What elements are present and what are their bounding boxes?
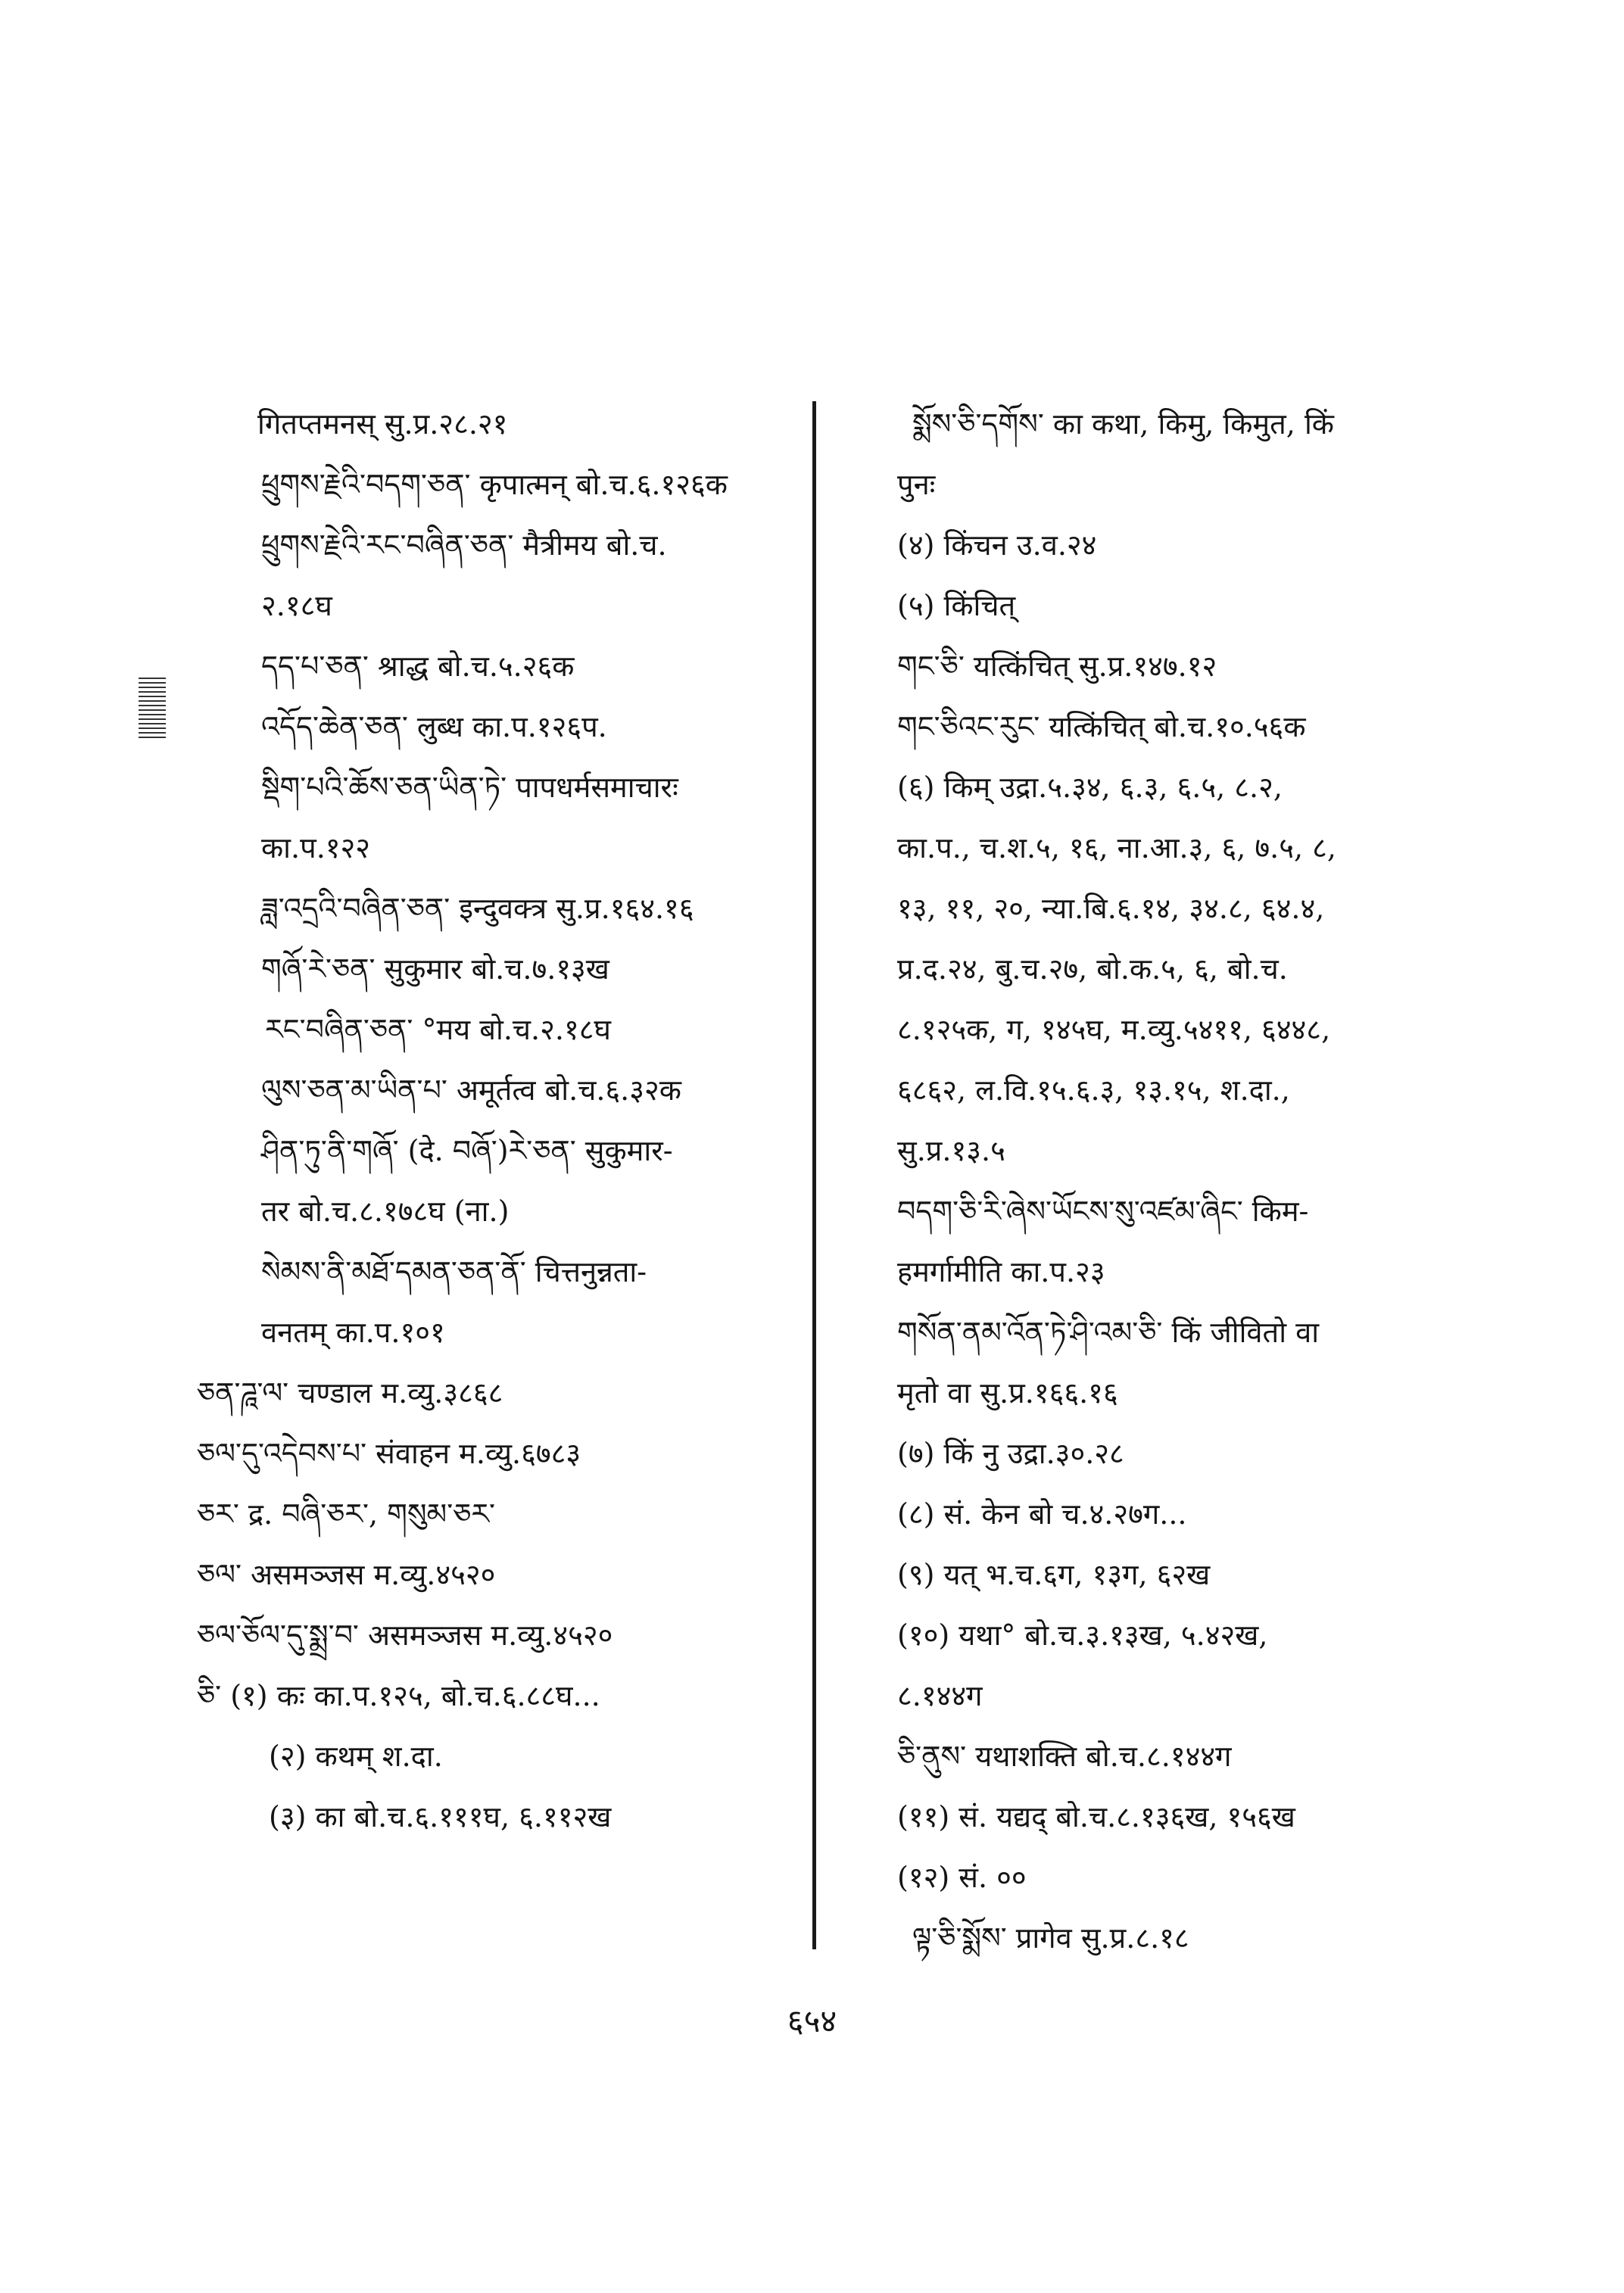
margin-mark — [139, 678, 166, 738]
column-divider — [812, 401, 816, 1949]
entry-line: पुनः — [897, 468, 936, 501]
entry-line: ཅལ་ཅོལ་དུ་སྨྲ་བ་ असमञ्जस म.व्यु.४५२० — [197, 1618, 613, 1652]
entry-line: སྨོས་ཅི་དགོས་ का कथा, किमु, किमुत, किं — [912, 407, 1334, 441]
entry-line: का.प.१२२ — [261, 831, 371, 865]
entry-line: (४) किंचन उ.व.२४ — [897, 528, 1097, 562]
entry-line: གང་ཅིའང་རུང་ यत्किंचित् बो.च.१०.५६क — [897, 710, 1306, 743]
page-number: ६५४ — [787, 2002, 837, 2039]
entry-line: मृतो वा सु.प्र.१६६.१६ — [897, 1376, 1118, 1410]
entry-line: १३, ११, २०, न्या.बि.६.१४, ३४.८, ६४.४, — [897, 892, 1325, 925]
entry-line: (६) किम् उद्रा.५.३४, ६.३, ६.५, ८.२, — [897, 771, 1283, 804]
left-column — [197, 394, 803, 1847]
entry-line: प्र.द.२४, बु.च.२७, बो.क.५, ६, बो.च. — [897, 952, 1288, 986]
entry-line: (९) यत् भ.च.६ग, १३ग, ६२ख — [897, 1558, 1211, 1591]
entry-line: ལུས་ཅན་མ་ཡིན་པ་ अमूर्तत्व बो.च.६.३२क — [261, 1073, 681, 1107]
entry-line: तर बो.च.८.१७८घ (ना.) — [261, 1195, 510, 1228]
entry-line: (१०) यथा° बो.च.३.१३ख, ५.४२ख, — [897, 1618, 1268, 1652]
entry-line: ཤིན་ཏུ་ནི་གཞོ་ (दे. བཞོ་)རེ་ཅན་ सुकुमार- — [261, 1134, 673, 1167]
entry-line: ८.१२५क, ग, १४५घ, म.व्यु.५४११, ६४४८, — [897, 1013, 1331, 1046]
entry-line: གཞོ་རེ་ཅན་ सुकुमार बो.च.७.१३ख — [261, 952, 609, 986]
entry-line: ६८६२, ल.वि.१५.६.३, १३.१५, श.दा., — [897, 1073, 1290, 1107]
entry-line: ཅི་ནུས་ यथाशक्ति बो.च.८.१४४ग — [897, 1740, 1232, 1773]
entry-line: का.प., च.श.५, १६, ना.आ.३, ६, ७.५, ८, — [897, 831, 1337, 865]
entry-line: འདོད་ཆེན་ཅན་ लुब्ध का.प.१२६प. — [261, 710, 607, 743]
entry-line: ཅལ་དུ་འདེབས་པ་ संवाहन म.व्यु.६७८३ — [197, 1437, 581, 1470]
entry-line: ཅི་ (१) कः का.प.१२५, बो.च.६.८८घ... — [197, 1679, 600, 1712]
entry-line: སེམས་ནི་མཐོ་དམན་ཅན་ནོ་ चित्तनुन्नता- — [261, 1255, 647, 1288]
entry-line: ཕྲུགས་རྗེའི་རང་བཞིན་ཅན་ मैत्रीमय बो.च. — [261, 528, 667, 562]
entry-line: ཅར་ द्र. བཞི་ཅར་, གསུམ་ཅར་ — [197, 1497, 496, 1531]
entry-line: (११) सं. यद्यद् बो.च.८.१३६ख, १५६ख — [897, 1800, 1295, 1833]
entry-line: ཕྲུགས་རྗེའི་བདག་ཅན་ कृपात्मन् बो.च.६.१२६क — [261, 468, 728, 501]
entry-line: བདག་ཅི་རི་ཞེས་ཡོངས་སུ་འཛམ་ཞིང་ किम- — [897, 1195, 1309, 1228]
entry-line: ལྟ་ཅི་སྨོས་ प्रागेव सु.प्र.८.१८ — [912, 1921, 1189, 1955]
entry-line: (७) किं नु उद्रा.३०.२८ — [897, 1437, 1124, 1470]
entry-line: ཟླ་འདྲའི་བཞིན་ཅན་ इन्दुवक्त्र सु.प्र.१६४.१६ — [261, 892, 694, 925]
entry-line: ८.१४४ग — [897, 1679, 983, 1712]
entry-line: (८) सं. केन बो च.४.२७ग... — [897, 1497, 1187, 1531]
entry-line: (१२) सं. ०० — [897, 1861, 1027, 1894]
entry-line: वनतम् का.प.१०१ — [261, 1316, 445, 1349]
entry-line: २.१८घ — [261, 589, 332, 622]
entry-line: (२) कथम् श.दा. — [269, 1740, 443, 1773]
entry-line: गितप्तमनस् सु.प्र.२८.२१ — [257, 407, 508, 441]
entry-line: དད་པ་ཅན་ श्राद्ध बो.च.५.२६क — [261, 650, 575, 683]
entry-line: सु.प्र.१३.५ — [897, 1134, 1005, 1167]
entry-line: (३) का बो.च.६.१११घ, ६.११२ख — [269, 1800, 612, 1833]
entry-line: རང་བཞིན་ཅན་ °मय बो.च.२.१८घ — [265, 1013, 611, 1046]
entry-line: (५) किंचित् — [897, 589, 1016, 622]
entry-line: གང་ཅི་ यत्किंचित् सु.प्र.१४७.१२ — [897, 650, 1217, 683]
entry-line: ཅལ་ असमञ्जस म.व्यु.४५२० — [197, 1558, 496, 1591]
entry-line: སྡིག་པའི་ཆོས་ཅན་ཡིན་ཏེ་ पापधर्मसमाचारः — [261, 771, 678, 804]
entry-line: གསོན་ནམ་འོན་ཏེ་ཤི་འམ་ཅི་ किं जीवितो वा — [897, 1316, 1320, 1349]
entry-line: हमर्गामीति का.प.२३ — [897, 1255, 1105, 1288]
entry-line: ཅན་ཌཱ་ལ་ चण्डाल म.व्यु.३८६८ — [197, 1376, 503, 1410]
right-column — [897, 394, 1442, 1968]
